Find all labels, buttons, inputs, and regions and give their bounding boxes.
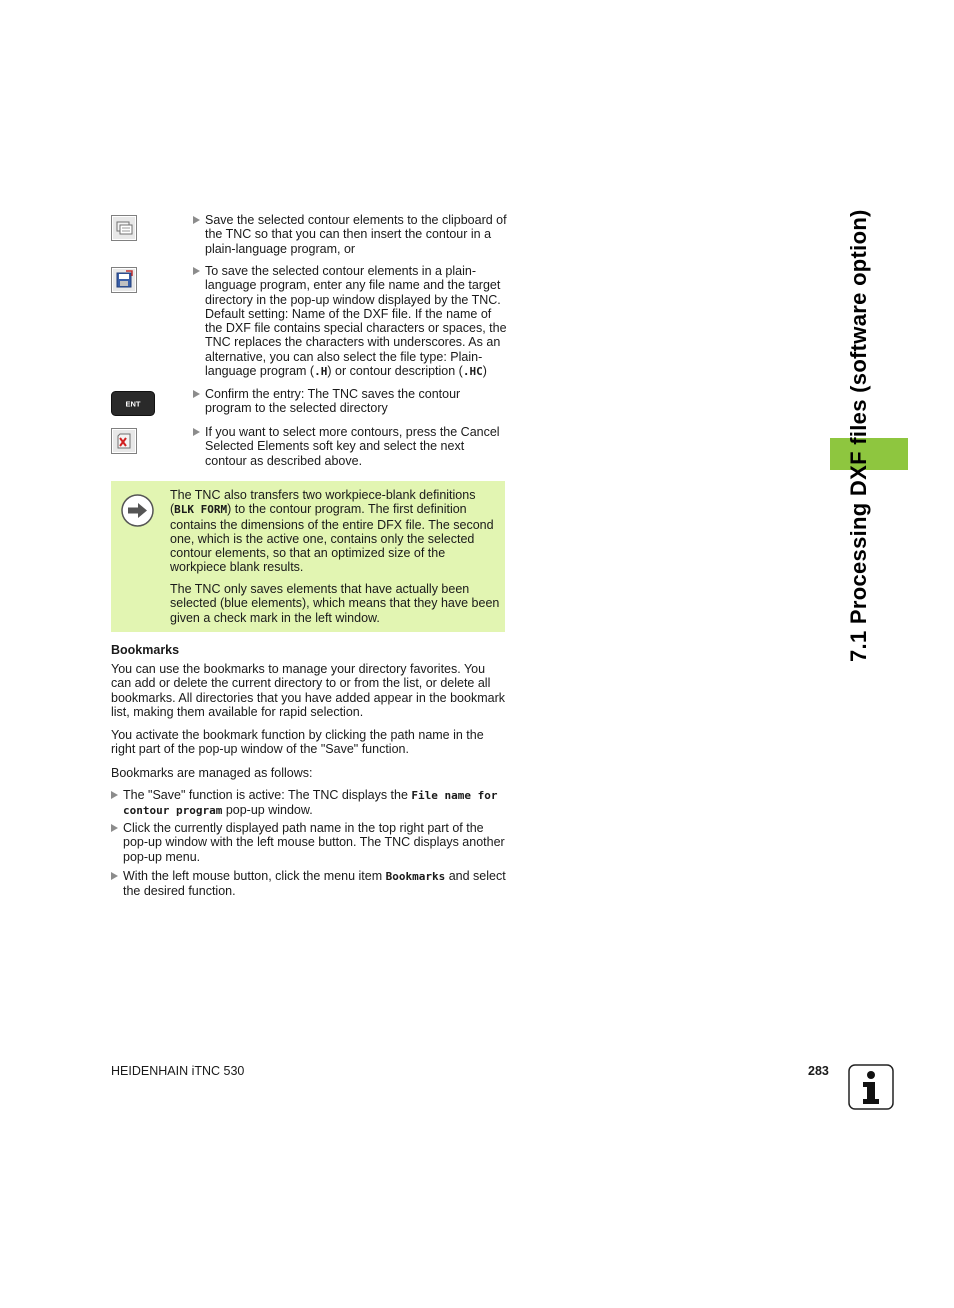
ent-key[interactable]	[111, 391, 155, 421]
page-number: 283	[808, 1064, 829, 1078]
paragraph: Bookmarks are managed as follows:	[111, 766, 313, 780]
ent-key-label: ENT	[125, 399, 141, 409]
note-paragraph: The TNC only saves elements that have actually been selected (blue elements), which means that they have been given a check mark in the left window.	[170, 582, 500, 625]
bullet-triangle-icon	[111, 791, 118, 799]
section-heading: Bookmarks	[111, 643, 180, 657]
note-box	[111, 481, 505, 632]
save-file-softkey-icon[interactable]	[111, 267, 137, 298]
bullet-triangle-icon	[193, 390, 200, 398]
paragraph: You activate the bookmark function by clicking the path name in the right part of the pop-up window of the "Save" function.	[111, 728, 484, 757]
clipboard-softkey-icon[interactable]	[111, 215, 137, 246]
bullet-triangle-icon	[111, 872, 118, 880]
softkey-description: If you want to select more contours, press the Cancel Selected Elements soft key and select the next contour as described above.	[193, 425, 507, 468]
paragraph: You can use the bookmarks to manage your directory favorites. You can add or delete the current directory to or from the list, or delete all bookmarks. All directories that you have added appear in the bookmark list, making them available for rapid selection.	[111, 662, 505, 719]
footer-product-name: HEIDENHAIN iTNC 530	[111, 1064, 245, 1078]
softkey-description: Save the selected contour elements to the clipboard of the TNC so that you can then insert the contour in a plain-language program, or	[193, 213, 507, 256]
cancel-selection-softkey-icon[interactable]	[111, 428, 137, 459]
list-item: The "Save" function is active: The TNC displays the File name for contour program pop-up window.	[111, 788, 507, 819]
list-item: With the left mouse button, click the menu item Bookmarks and select the desired function.	[111, 869, 507, 899]
softkey-description: Confirm the entry: The TNC saves the contour program to the selected directory	[193, 387, 507, 416]
bullet-triangle-icon	[193, 216, 200, 224]
bullet-triangle-icon	[193, 267, 200, 275]
bullet-triangle-icon	[111, 824, 118, 832]
note-paragraph: The TNC also transfers two workpiece-blank definitions (BLK FORM) to the contour program. The first definition contains the dimensions of the entire DFX file. The second one, which is the active one, contains only the selected contour elements, so that an optimized size of the workpiece blank results.	[170, 488, 494, 575]
info-icon	[848, 1064, 894, 1115]
arrow-right-icon	[121, 494, 154, 532]
list-item: Click the currently displayed path name in the top right part of the pop-up window with the left mouse button. The TNC displays another pop-up menu.	[111, 821, 507, 864]
chapter-side-title: 7.1 Processing DXF files (software option)	[846, 209, 871, 662]
bullet-triangle-icon	[193, 428, 200, 436]
softkey-description: To save the selected contour elements in a plain-language program, enter any file name and the target directory in the pop-up window displayed by the TNC. Default setting: Name of the DXF file. If the name of the DXF file contains special characters or spaces, the TNC replaces the characters with underscores. As an alternative, you can also select the file type: Plain-language program (.H) or contour description (.HC)	[193, 264, 507, 379]
